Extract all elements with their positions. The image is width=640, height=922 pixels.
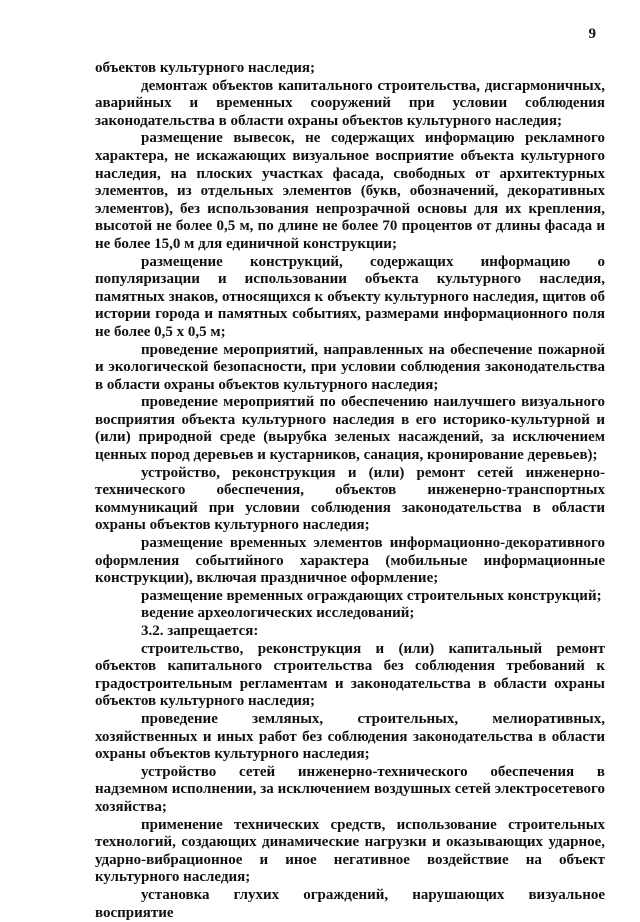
paragraph: размещение временных ограждающих строительных конструкций; — [141, 587, 602, 604]
paragraph: проведение земляных, строительных, мелиоративных, хозяйственных и иных работ без соблюдения законодательства в области охраны объектов культурного наследия; — [95, 710, 605, 763]
paragraph: объектов культурного наследия; — [95, 60, 316, 76]
section-heading: 3.2. запрещается: — [141, 623, 259, 639]
paragraph: проведение мероприятий, направленных на обеспечение пожарной и экологической безопасности, при условии соблюдения законодательства в области охраны объектов культурного наследия; — [95, 341, 605, 393]
paragraph: устройство, реконструкция и (или) ремонт сетей инженерно-технического обеспечения, объектов инженерно-транспортных коммуникаций при условии соблюдения законодательства в области охраны объектов культурного наследия; — [95, 464, 605, 534]
paragraph: размещение конструкций, содержащих информацию о популяризации и использовании объекта культурного наследия, памятных знаков, относящихся к объекту культурного наследия, щитов об истории города и памятных событиях, размерами информационного поля не более 0,5 х 0,5 м; — [95, 253, 605, 340]
paragraph: применение технических средств, использование строительных технологий, создающих динамические нагрузки и оказывающих ударное, ударно-вибрационное и иное негативное воздействие на объект культурного наследия; — [95, 816, 605, 886]
paragraph: проведение мероприятий по обеспечению наилучшего визуального восприятия объекта культурного наследия в его историко-культурной и (или) природной среде (вырубка зеленых насаждений, за исключением ценных пород деревьев и кустарников, санация, кронирование деревьев); — [95, 394, 605, 464]
paragraph: размещение временных элементов информационно-декоративного оформления событийного характера (мобильные информационные конструкции), включая праздничное оформление; — [95, 535, 605, 587]
paragraph: устройство сетей инженерно-технического обеспечения в надземном исполнении, за исключением воздушных сетей электросетевого хозяйства; — [95, 763, 605, 815]
paragraph: размещение вывесок, не содержащих информацию рекламного характера, не искажающих визуальное восприятие объекта культурного наследия, на плоских участках фасада, свободных от архитектурных элементов, из отдельных элементов (букв, обозначений, декоративных элементов), без использования непрозрачной основы для их крепления, высотой не более 0,5 м, по длине не более 70 процентов от длины фасада и не более 15,0 м для единичной конструкции; — [95, 130, 605, 252]
paragraph: строительство, реконструкция и (или) капитальный ремонт объектов капитального строительства без соблюдения требований к градостроительным регламентам и законодательства в области охраны объектов культурного наследия; — [95, 640, 605, 710]
paragraph: демонтаж объектов капитального строительства, дисгармоничных, аварийных и временных сооружений при условии соблюдения законодательства в области охраны объектов культурного наследия; — [95, 77, 605, 129]
paragraph: установка глухих ограждений, нарушающих визуальное восприятие — [95, 886, 605, 921]
document-body — [95, 60, 605, 922]
page-number: 9 — [588, 26, 596, 42]
paragraph: ведение археологических исследований; — [141, 605, 415, 622]
